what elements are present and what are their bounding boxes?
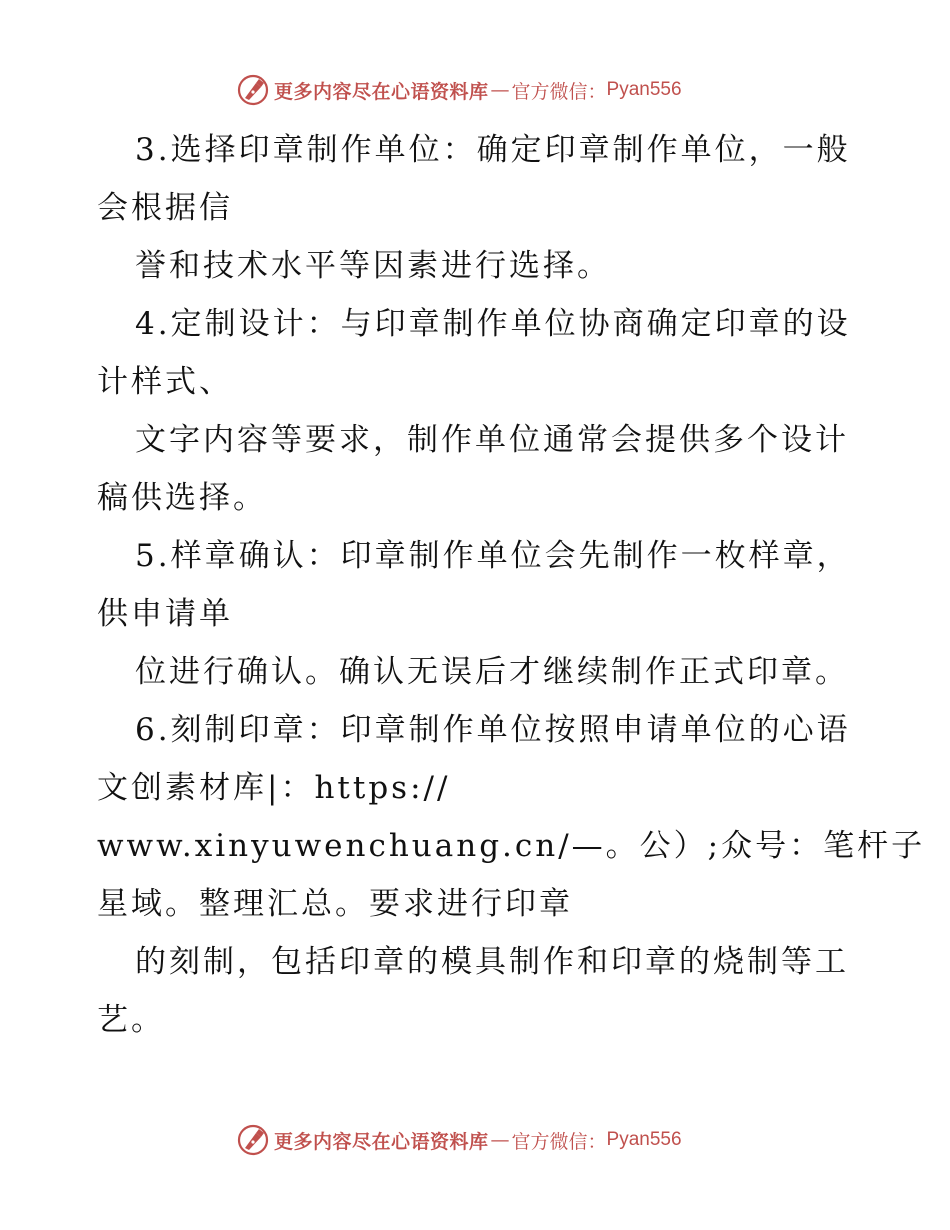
text-line: 4.定制设计：与印章制作单位协商确定印章的设: [135, 306, 851, 342]
header-separator: —: [490, 79, 510, 101]
footer-separator: —: [490, 1129, 510, 1151]
text-line: 星域。整理汇总。要求进行印章: [97, 886, 573, 922]
pen-nib-logo-icon: [236, 73, 270, 107]
footer-brand-text: 更多内容尽在心语资料库: [274, 1130, 489, 1153]
text-line: 誉和技术水平等因素进行选择。: [135, 248, 611, 284]
text-line: 的刻制，包括印章的模具制作和印章的烧制等工: [135, 944, 849, 980]
text-line: 会根据信: [97, 190, 233, 226]
header-wechat-handle: Pyan556: [606, 79, 682, 100]
text-line: 计样式、: [97, 364, 233, 400]
document-body: [97, 121, 926, 1049]
text-line: 3.选择印章制作单位：确定印章制作单位，一般: [135, 132, 851, 168]
header-watermark: [236, 72, 716, 108]
text-line: 6.刻制印章：印章制作单位按照申请单位的心语: [135, 712, 851, 748]
text-line: 文字内容等要求，制作单位通常会提供多个设计: [135, 422, 849, 458]
footer-watermark: [236, 1122, 716, 1158]
pen-nib-logo-icon: [236, 1123, 270, 1157]
text-line: 供申请单: [97, 596, 233, 632]
text-line: 艺。: [97, 1002, 165, 1038]
text-line: 文创素材库|：https://: [97, 770, 451, 806]
footer-wechat-handle: Pyan556: [606, 1129, 682, 1150]
text-line: www.xinyuwenchuang.cn/—。公）;众号：笔杆子: [97, 828, 926, 864]
text-line: 稿供选择。: [97, 480, 267, 516]
header-wechat-label: 官方微信：: [511, 80, 607, 103]
text-line: 5.样章确认：印章制作单位会先制作一枚样章，: [135, 538, 851, 574]
footer-wechat-label: 官方微信：: [511, 1130, 607, 1153]
header-brand-text: 更多内容尽在心语资料库: [274, 80, 489, 103]
text-line: 位进行确认。确认无误后才继续制作正式印章。: [135, 654, 849, 690]
